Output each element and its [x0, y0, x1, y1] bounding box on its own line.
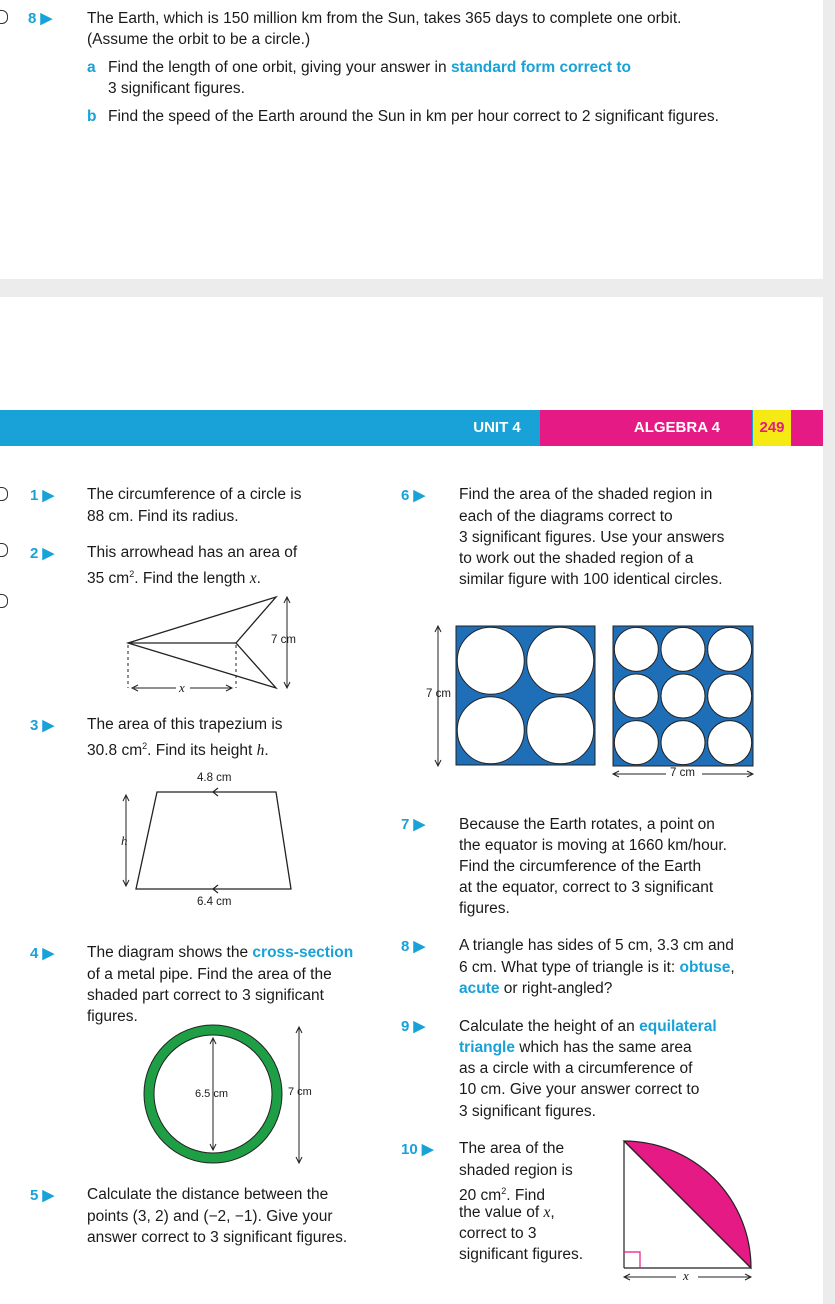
question-text: 20 $cm^2$. Find: [459, 1186, 545, 1205]
inner-diameter-label: 6.5 cm: [195, 1088, 229, 1100]
question-text: 35 $cm^2$. Find the length x.: [87, 569, 261, 588]
question-text: at the equator, correct to 3 significant: [459, 879, 714, 896]
question-text: figures.: [87, 1008, 138, 1025]
question-text: shaded region is: [459, 1162, 573, 1179]
question-text: (Assume the orbit to be a circle.): [87, 31, 311, 48]
question-text: 6 cm. What type of triangle is it: obtuse,: [459, 959, 735, 976]
question-number: 1 ▶: [30, 487, 55, 504]
question-number: 2 ▶: [30, 545, 55, 562]
question-text: Calculate the height of an equilateral: [459, 1018, 717, 1035]
question-text: The Earth, which is 150 million km from the Sun, takes 365 days to complete one orbit.: [87, 10, 682, 27]
outer-diameter-label: 7 cm: [288, 1086, 312, 1098]
question-number: 9 ▶: [401, 1018, 426, 1035]
question-text: A triangle has sides of 5 cm, 3.3 cm and: [459, 937, 734, 954]
question-text: 88 cm. Find its radius.: [87, 508, 239, 525]
part-text: Find the length of one orbit, giving your answer in standard form correct to: [108, 59, 631, 76]
question-text: figures.: [459, 900, 510, 917]
question-text: The area of the: [459, 1140, 565, 1157]
x-label: x: [683, 1268, 689, 1283]
question-number: 8 ▶: [401, 938, 426, 955]
question-text: significant figures.: [459, 1246, 584, 1263]
question-text: triangle which has the same area: [459, 1039, 692, 1056]
side-label: 7 cm: [426, 688, 451, 700]
question-number: 7 ▶: [401, 816, 426, 833]
question-number: 6 ▶: [401, 487, 426, 504]
question-text: Because the Earth rotates, a point on: [459, 816, 715, 833]
question-text: correct to 3: [459, 1225, 537, 1242]
question-text: the value of x,: [459, 1204, 555, 1221]
question-text: of a metal pipe. Find the area of the: [87, 966, 332, 983]
question-text: Find the area of the shaded region in: [459, 486, 713, 503]
question-text: Calculate the distance between the: [87, 1186, 329, 1203]
question-text: Find the circumference of the Earth: [459, 858, 702, 875]
unit-label: UNIT 4: [473, 419, 521, 436]
part-letter: b: [87, 108, 97, 125]
question-number: 3 ▶: [30, 717, 55, 734]
question-text: acute or right-angled?: [459, 980, 613, 997]
height-label: 7 cm: [271, 634, 296, 646]
page-number: 249: [753, 410, 791, 446]
part-text: 3 significant figures.: [108, 80, 245, 97]
question-text: 3 significant figures. Use your answers: [459, 529, 725, 546]
question-number: 5 ▶: [30, 1187, 55, 1204]
question-text: as a circle with a circumference of: [459, 1060, 693, 1077]
question-text: answer correct to 3 significant figures.: [87, 1229, 348, 1246]
question-text: The circumference of a circle is: [87, 486, 302, 503]
question-number: 8 ▶: [28, 10, 53, 27]
question-text: This arrowhead has an area of: [87, 544, 298, 561]
question-text: shaded part correct to 3 significant: [87, 987, 324, 1004]
question-text: 30.8 $cm^2$. Find its height h.: [87, 741, 269, 760]
side-label: 7 cm: [670, 767, 695, 779]
part-letter: a: [87, 59, 96, 76]
question-text: The area of this trapezium is: [87, 716, 283, 733]
question-text: each of the diagrams correct to: [459, 508, 673, 525]
part-text: Find the speed of the Earth around the Sun in km per hour correct to 2 significant figures.: [108, 108, 719, 125]
question-text: The diagram shows the cross-section: [87, 944, 354, 961]
question-text: 3 significant figures.: [459, 1103, 596, 1120]
question-text: the equator is moving at 1660 km/hour.: [459, 837, 727, 854]
question-text: similar figure with 100 identical circles.: [459, 571, 723, 588]
x-label: x: [179, 680, 185, 695]
question-number: 10 ▶: [401, 1141, 434, 1158]
question-number: 4 ▶: [30, 945, 55, 962]
height-label: h: [121, 833, 128, 848]
question-text: points (3, 2) and (−2, −1). Give your: [87, 1208, 333, 1225]
section-label: ALGEBRA 4: [633, 419, 720, 436]
question-text: to work out the shaded region of a: [459, 550, 694, 567]
top-length-label: 4.8 cm: [197, 772, 232, 784]
bottom-length-label: 6.4 cm: [197, 896, 232, 908]
question-text: 10 cm. Give your answer correct to: [459, 1081, 700, 1098]
